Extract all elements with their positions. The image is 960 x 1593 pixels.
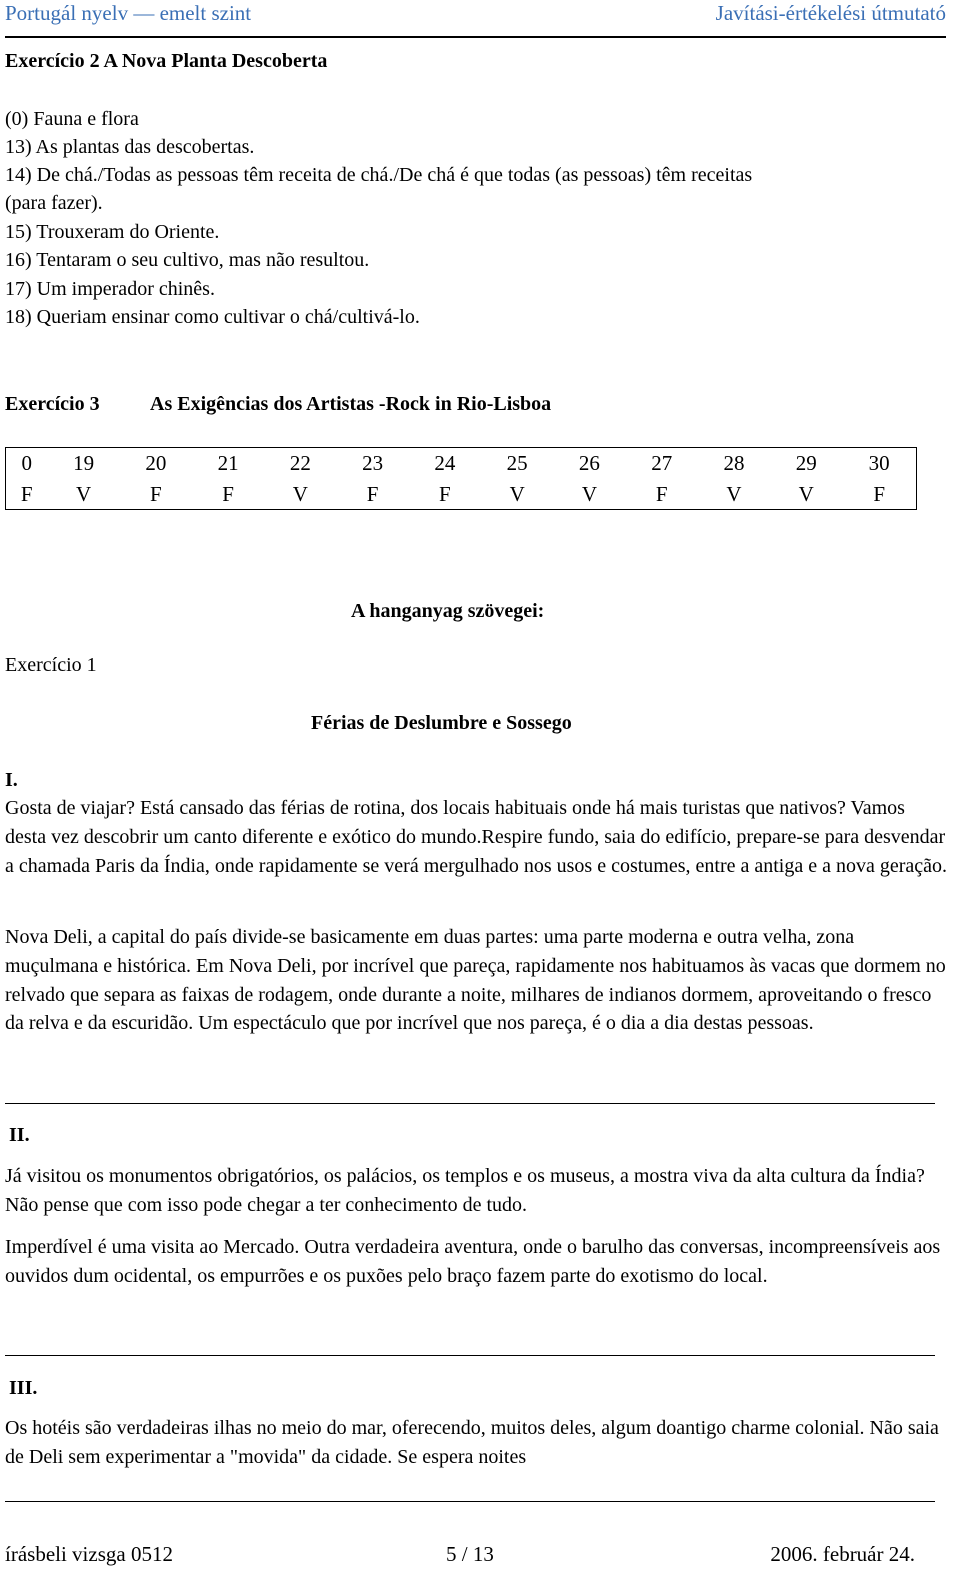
ex2-answer-0: (0) Fauna e flora (5, 108, 139, 130)
ex2-title: Exercício 2 A Nova Planta Descoberta (5, 50, 328, 72)
transcript-subtitle: Férias de Deslumbre e Sossego (311, 712, 572, 734)
ex3-number-cell: 28 (698, 448, 770, 479)
ex3-answer-cell: F (6, 479, 48, 510)
ex3-number-cell: 26 (553, 448, 625, 479)
ex3-answer-cell: F (337, 479, 409, 510)
ex3-answer-cell: V (264, 479, 336, 510)
ex1-label: Exercício 1 (5, 654, 97, 676)
ex3-answer-cell: V (481, 479, 553, 510)
ex2-answer-14-cont: (para fazer). (5, 192, 103, 214)
ex3-number-cell: 30 (842, 448, 916, 479)
ex2-answer-15: 15) Trouxeram do Oriente. (5, 221, 220, 243)
ex3-number-cell: 19 (47, 448, 119, 479)
ex3-number-cell: 22 (264, 448, 336, 479)
ex2-answer-13: 13) As plantas das descobertas. (5, 136, 255, 158)
ex3-answer-cell: V (553, 479, 625, 510)
ex3-title: As Exigências dos Artistas -Rock in Rio-Lisboa (150, 393, 552, 415)
page-header (5, 0, 946, 38)
footer-divider (5, 1501, 935, 1502)
header-doc-type: Javítási-értékelési útmutató (715, 1, 946, 25)
footer-date: 2006. február 24. (770, 1542, 915, 1566)
ex3-answer-cell: V (698, 479, 770, 510)
ex2-answer-16: 16) Tentaram o seu cultivo, mas não resultou. (5, 249, 370, 271)
footer-page-number: 5 / 13 (446, 1542, 494, 1566)
section-divider (5, 1355, 935, 1356)
section-divider (5, 1103, 935, 1104)
ex2-answer-17: 17) Um imperador chinês. (5, 278, 215, 300)
section-numeral-2: II. (9, 1124, 30, 1146)
footer-exam-code: írásbeli vizsga 0512 (5, 1542, 173, 1566)
ex3-number-cell: 23 (337, 448, 409, 479)
ex3-number-cell: 20 (120, 448, 192, 479)
ex3-number-cell: 21 (192, 448, 264, 479)
ex3-answer-row (6, 479, 917, 510)
ex3-number-row (6, 448, 917, 479)
ex3-answer-cell: F (192, 479, 264, 510)
ex3-number-cell: 25 (481, 448, 553, 479)
ex3-answer-cell: F (120, 479, 192, 510)
ex2-answer-14: 14) De chá./Todas as pessoas têm receita de chá./De chá é que todas (as pessoas) têm receitas (5, 164, 753, 186)
ex3-label: Exercício 3 (5, 393, 100, 415)
transcript-heading: A hanganyag szövegei: (351, 600, 545, 622)
section1-paragraph-2: Nova Deli, a capital do país divide-se basicamente em duas partes: uma parte moderna e outra velha, zona muçulmana e histórica. Em Nova Deli, por incrível que pareça, rapidamente nos habituamos às vacas que dormem no relvado que separa as faixas de rodagem, onde durante a noite, milhares de indianos dormem, aproveitando o fresco da relva e da escuridão. Um espectáculo que por incrível que nos pareça, é o dia a dia destas pessoas. (5, 926, 946, 1035)
ex3-number-cell: 0 (6, 448, 48, 479)
ex3-answer-table (5, 447, 917, 510)
ex3-answer-cell: V (770, 479, 842, 510)
section3-paragraph-1: Os hotéis são verdadeiras ilhas no meio do mar, oferecendo, muitos deles, algum doantigo charme colonial. Não saia de Deli sem experimentar a "movida" da cidade. Se espera noites (5, 1417, 939, 1468)
section1-paragraph-1: Gosta de viajar? Está cansado das férias de rotina, dos locais habituais onde há mais turistas que nativos? Vamos desta vez descobrir um canto diferente e exótico do mundo.Respire fundo, saia do edifício, prepare-se para desvendar a chamada Paris da Índia, onde rapidamente se verá mergulhado nos usos e costumes, entre a antiga e a nova geração. (5, 797, 948, 877)
header-subject: Portugál nyelv — emelt szint (5, 1, 252, 25)
ex3-number-cell: 27 (626, 448, 698, 479)
section-numeral-1: I. (5, 769, 18, 791)
ex3-number-cell: 24 (409, 448, 481, 479)
ex3-answer-cell: F (626, 479, 698, 510)
ex3-answer-cell: F (842, 479, 916, 510)
section2-paragraph-1: Já visitou os monumentos obrigatórios, os palácios, os templos e os museus, a mostra viva da alta cultura da Índia? Não pense que com isso pode chegar a ter conhecimento de tudo. (5, 1165, 925, 1216)
section2-paragraph-2: Imperdível é uma visita ao Mercado. Outra verdadeira aventura, onde o barulho das conversas, incompreensíveis aos ouvidos dum ocidental, os empurrões e os puxões pelo braço fazem parte do exotismo do local. (5, 1236, 941, 1287)
ex3-answer-cell: V (47, 479, 119, 510)
ex2-answer-18: 18) Queriam ensinar como cultivar o chá/cultivá-lo. (5, 306, 420, 328)
ex3-number-cell: 29 (770, 448, 842, 479)
section-numeral-3: III. (9, 1377, 38, 1399)
ex3-answer-cell: F (409, 479, 481, 510)
